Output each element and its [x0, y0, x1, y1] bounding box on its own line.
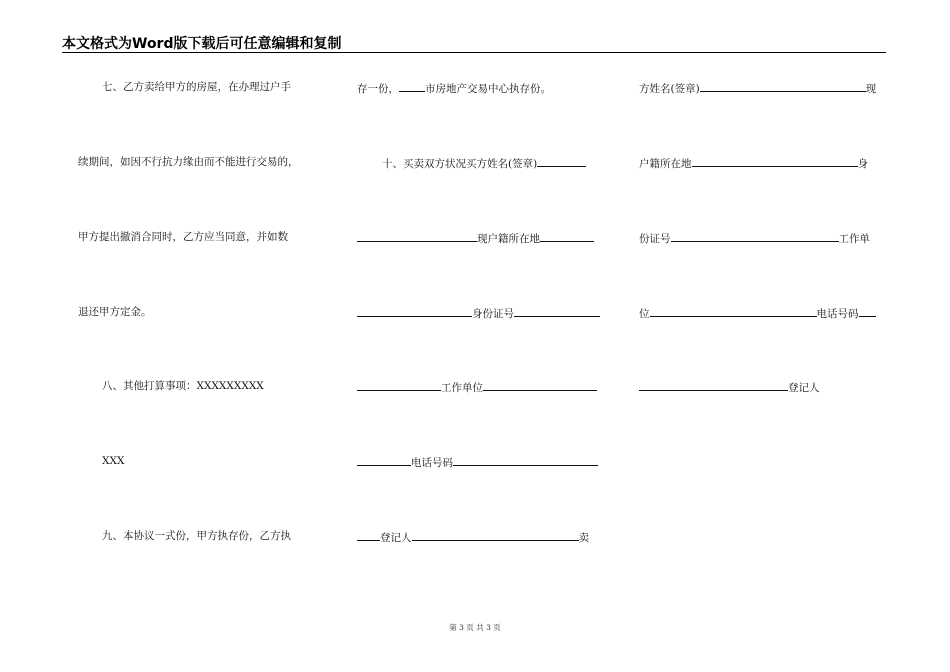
blank-line — [357, 454, 411, 466]
blank-line — [453, 454, 598, 466]
col2-line-3 — [357, 230, 594, 246]
buyer-phone-label: 电话号码 — [411, 457, 453, 469]
col1-line-7: 九、本协议一式份，甲方执存份，乙方执 — [102, 530, 291, 542]
col3-line-4 — [639, 305, 876, 321]
col1-line-5: 八、其他打算事项：XXXXXXXXX — [102, 380, 264, 392]
col2-line-1 — [357, 80, 551, 96]
buyer-registrar-label: 登记人 — [380, 532, 412, 544]
col2-line-6 — [357, 454, 598, 470]
blank-line — [412, 529, 579, 541]
seller-name-label: 方姓名(签章) — [639, 83, 700, 95]
buyer-residence-label: 现户籍所在地 — [477, 233, 540, 245]
col3-line-2-tail: 身 — [857, 158, 868, 170]
page-number-footer: 第 3 页 共 3 页 — [449, 623, 501, 632]
blank-line — [514, 305, 600, 317]
blank-line — [540, 230, 594, 242]
blank-line — [483, 379, 597, 391]
col3-line-2 — [639, 155, 868, 171]
blank-line — [692, 155, 858, 167]
col2-line-1-text-b: 市房地产交易中心执存份。 — [425, 83, 551, 95]
buyer-id-label: 身份证号 — [472, 308, 514, 320]
col2-line-7-tail: 卖 — [578, 532, 589, 544]
col1-line-6: XXX — [102, 455, 125, 467]
buyer-employer-label: 工作单位 — [441, 382, 483, 394]
blank-line — [639, 379, 788, 391]
col2-line-5 — [357, 379, 597, 395]
col3-line-3 — [639, 230, 870, 246]
buyer-name-blank — [537, 155, 586, 167]
seller-phone-label: 电话号码 — [816, 308, 859, 320]
col1-line-3: 甲方提出撤消合同时，乙方应当同意，并如数 — [78, 231, 288, 243]
blank-line — [357, 305, 472, 317]
col2-line-4 — [357, 305, 600, 321]
buyer-name-label: 十、买卖双方状况买方姓名(签章) — [382, 158, 538, 170]
blank-line — [859, 305, 876, 317]
blank-line — [700, 80, 866, 92]
col2-line-2 — [382, 155, 586, 171]
seller-id-label: 份证号 — [639, 233, 671, 245]
col3-line-1 — [639, 80, 876, 96]
blank-line — [357, 230, 477, 242]
col1-line-2: 续期间，如因不行抗力缘由而不能进行交易的， — [78, 156, 299, 168]
col1-line-1: 七、乙方卖给甲方的房屋，在办理过户手 — [102, 81, 291, 93]
col2-line-1-text-a: 存一份， — [357, 83, 399, 95]
blank-line — [650, 305, 817, 317]
col2-line-7 — [357, 529, 589, 545]
blank-line — [357, 529, 380, 541]
col3-line-5 — [639, 379, 820, 395]
blank-line — [357, 379, 441, 391]
col3-line-1-tail: 现 — [865, 83, 877, 95]
seller-employer-label: 工作单 — [838, 233, 870, 245]
col1-line-4: 退还甲方定金。 — [78, 306, 152, 318]
header-divider — [62, 52, 886, 53]
seller-registrar-label: 登记人 — [788, 382, 820, 394]
seller-employer-label-cont: 位 — [639, 308, 650, 320]
blank-line — [399, 80, 425, 92]
seller-residence-label: 户籍所在地 — [639, 158, 692, 170]
blank-line — [671, 230, 839, 242]
document-header-title: 本文格式为Word版下载后可任意编辑和复制 — [62, 36, 342, 52]
